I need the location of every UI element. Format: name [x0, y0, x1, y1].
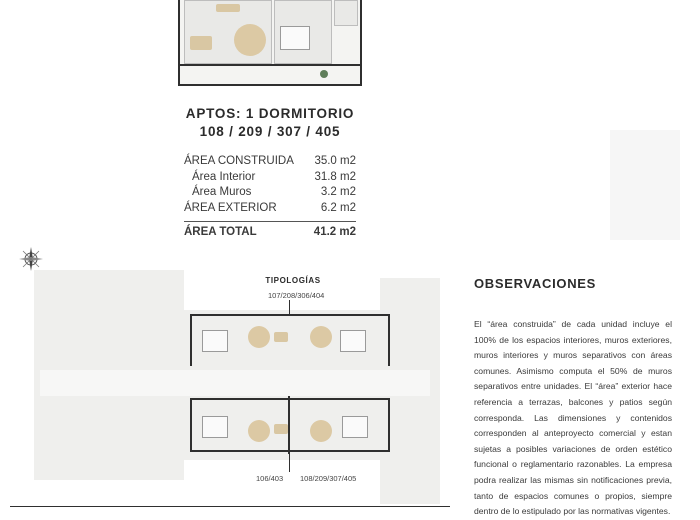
unit-outline — [190, 450, 390, 452]
area-label: Área Muros — [192, 186, 252, 198]
living-rug — [248, 420, 270, 442]
unit-outline — [190, 314, 390, 316]
observaciones-title: OBSERVACIONES — [474, 276, 597, 291]
living-rug — [234, 24, 266, 56]
unit-separator — [288, 396, 290, 454]
plant — [320, 70, 328, 78]
area-total-value: 41.2 m2 — [313, 226, 356, 238]
observaciones-text: El “área construida” de cada unidad incluye el 100% de los espacios interiores, muros exteriores, muros interiores y muros separativos con áreas comunes. Asimismo computa el 50% de muros separativos entre unidades. El “área” exterior hace referencia a terrazas, balcones y patios según corresponda. Las dimensiones y contenidos corresponden al anteproyecto comercial y estan sujetas a posibles variaciones de orden estético funcional o reglamentario razonables. La empresa podra realizar las mismas sin notificaciones previa, tanto de espacios comunes o propios, siempre dentro de lo estipulado por las normativas vigentes. — [474, 319, 672, 517]
area-value: 6.2 m2 — [320, 201, 356, 214]
unit-label-right: 108/209/307/405 — [300, 474, 357, 483]
dining-table — [274, 424, 288, 434]
unit-outline — [190, 398, 390, 400]
area-label: ÁREA EXTERIOR — [184, 201, 277, 214]
tipologias-title: TIPOLOGÍAS — [265, 276, 321, 285]
area-value: 31.8 m2 — [314, 170, 356, 183]
area-label: Área Interior — [192, 170, 256, 183]
decorative-pattern — [610, 130, 680, 240]
living-rug — [248, 326, 270, 348]
area-table — [184, 154, 356, 241]
unit-label-left: 106/403 — [256, 474, 284, 483]
bottom-wall — [180, 84, 360, 86]
bathroom — [334, 0, 358, 26]
leader-line — [289, 300, 290, 316]
area-total-row — [184, 221, 356, 241]
area-value: 3.2 m2 — [320, 186, 356, 198]
leader-line — [289, 452, 290, 472]
living-rug — [310, 420, 332, 442]
area-value: 35.0 m2 — [314, 155, 356, 167]
unit-numbers: 108 / 209 / 307 / 405 — [199, 124, 341, 139]
bed — [342, 416, 368, 438]
bed — [202, 416, 228, 438]
unit-outline — [190, 314, 192, 366]
unit-floor-plan — [178, 0, 362, 86]
living-rug — [310, 326, 332, 348]
unit-outline — [388, 398, 390, 452]
unit-outline — [388, 314, 390, 366]
building-floor-plan — [30, 270, 442, 508]
bed — [202, 330, 228, 352]
unit-title: APTOS: 1 DORMITORIO — [185, 106, 355, 121]
area-total-label: ÁREA TOTAL — [184, 226, 257, 238]
dining-table — [274, 332, 288, 342]
area-label: ÁREA CONSTRUIDA — [184, 155, 294, 167]
kitchen-counter — [216, 4, 240, 12]
area-row — [184, 201, 356, 217]
bottom-edge — [10, 506, 450, 507]
balcony-wall — [180, 64, 360, 66]
bed — [340, 330, 366, 352]
unit-outline — [190, 398, 192, 452]
dining-table — [190, 36, 212, 50]
corridor — [40, 370, 430, 396]
bed — [280, 26, 310, 50]
area-row — [184, 154, 356, 170]
area-row — [184, 185, 356, 201]
area-row — [184, 170, 356, 186]
tipologias-units-top: 107/208/306/404 — [268, 291, 325, 300]
compass-rose-icon — [18, 246, 44, 272]
